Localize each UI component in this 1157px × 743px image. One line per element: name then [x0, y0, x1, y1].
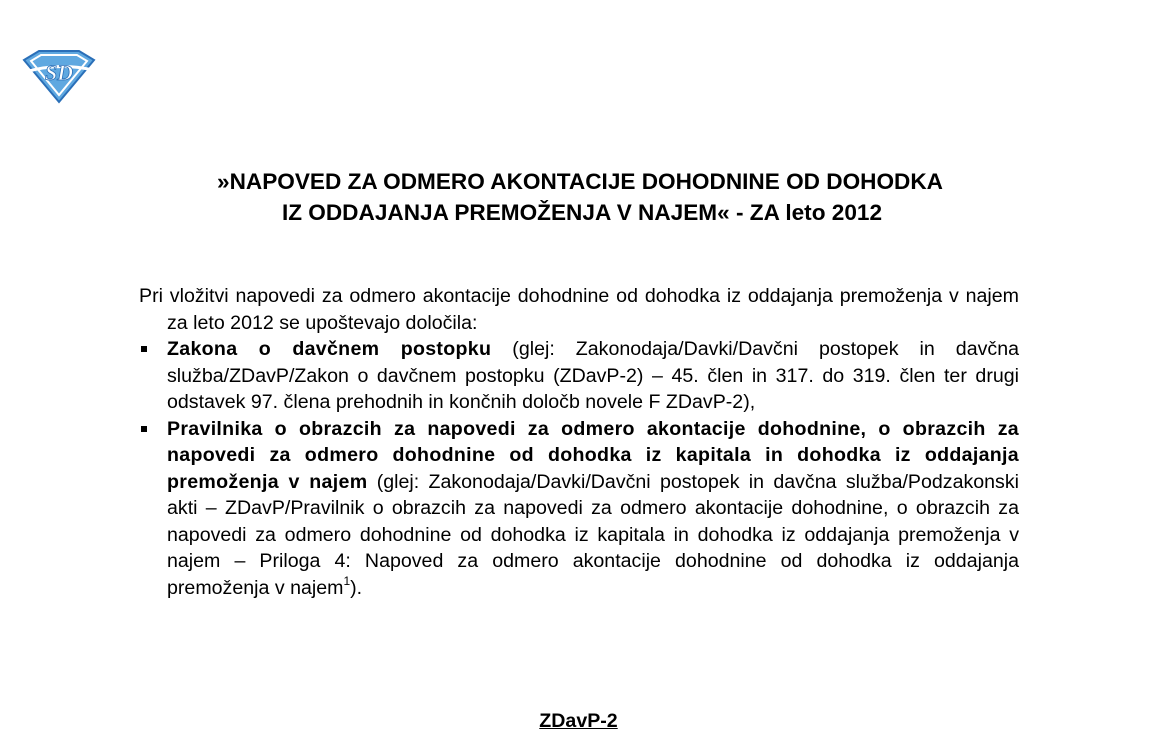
bullet-icon [141, 426, 147, 432]
logo [21, 48, 97, 104]
footnote-marker: 1 [343, 573, 351, 588]
section-heading: ZDavP-2 [539, 710, 618, 732]
shield-logo-icon [21, 48, 97, 104]
regulation-reference: (glej: Zakonodaja/Davki/Davčni postopek in davčna služba/Podzakonski akti – ZDavP/Pravilnik o obrazcih za napovedi za odmero akontacije dohodnine, o obrazcih za napovedi za odmero dohodnine od dohodka iz kapitala in dohodka iz oddajanja premoženja v najem – Priloga 4: Napoved za odmero akontacije dohodnine od dohodka iz oddajanja premoženja v najem [167, 470, 1020, 599]
law-reference: (glej: Zakonodaja/Davki/Davčni postopek in davčna služba/ZDavP/Zakon o davčnem postopku (ZDavP-2) – 45. člen in 317. do 319. člen ter drugi odstavek 97. člena prehodnih in končnih določb novele F ZDavP-2), [167, 338, 1019, 413]
title-line-2: IZ ODDAJANJA PREMOŽENJA V NAJEM« - ZA leto 2012 [281, 200, 883, 225]
list-item [139, 336, 1019, 416]
document-body [139, 283, 1019, 601]
svg-text:SD: SD [44, 60, 74, 85]
document-title [120, 166, 1040, 228]
reference-list [139, 336, 1019, 601]
law-name: Zakona o davčnem postopku [167, 338, 492, 360]
title-line-1: »NAPOVED ZA ODMERO AKONTACIJE DOHODNINE OD DOHODKA [217, 169, 943, 194]
intro-paragraph: Pri vložitvi napovedi za odmero akontacije dohodnine od dohodka iz oddajanja premoženja v najem za leto 2012 se upoštevajo določila: [139, 285, 1019, 334]
regulation-name: Pravilnika o obrazcih za napovedi za odmero akontacije dohodnine, o obrazcih za napovedi za odmero dohodnine od dohodka iz kapitala in dohodka iz oddajanja premoženja v najem [167, 417, 1019, 493]
bullet-icon [141, 346, 147, 352]
reference-end: ). [350, 576, 363, 599]
list-item [139, 416, 1019, 602]
